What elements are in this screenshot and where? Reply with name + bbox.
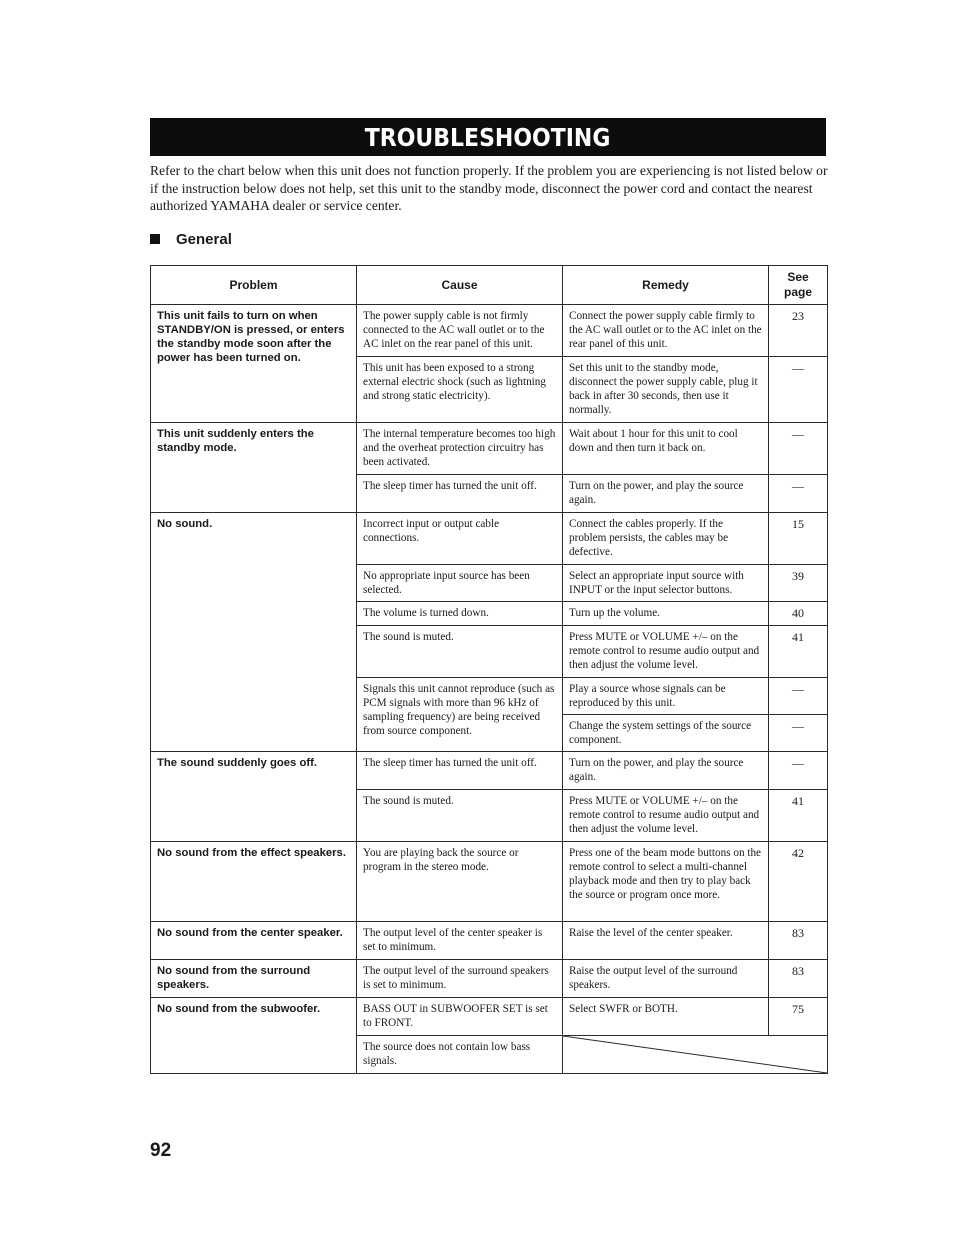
remedy-cell: Wait about 1 hour for this unit to cool down and then turn it back on. xyxy=(563,423,769,475)
remedy-cell: Turn up the volume. xyxy=(563,602,769,626)
remedy-cell: Play a source whose signals can be reproduced by this unit. xyxy=(563,678,769,715)
remedy-cell: Press MUTE or VOLUME +/– on the remote control to resume audio output and then adjust the volume level. xyxy=(563,790,769,842)
square-bullet-icon xyxy=(150,234,160,244)
cause-cell: The power supply cable is not firmly connected to the AC wall outlet or to the AC inlet on the rear panel of this unit. xyxy=(357,305,563,357)
intro-paragraph: Refer to the chart below when this unit does not function properly. If the problem you are experiencing is not listed below or if the instruction below does not help, set this unit to the standby mode, disconnect the power cord and contact the nearest authorized YAMAHA dealer or service center. xyxy=(150,163,828,213)
page-ref-cell: — xyxy=(769,423,828,475)
remedy-cell: Raise the level of the center speaker. xyxy=(563,922,769,960)
remedy-cell: Select an appropriate input source with INPUT or the input selector buttons. xyxy=(563,565,769,602)
header-problem: Problem xyxy=(151,266,357,305)
problem-cell: No sound from the effect speakers. xyxy=(151,842,357,922)
cause-cell: Incorrect input or output cable connections. xyxy=(357,513,563,565)
cause-cell: The sound is muted. xyxy=(357,626,563,678)
remedy-cell: Turn on the power, and play the source again. xyxy=(563,752,769,790)
table-row xyxy=(151,305,828,357)
remedy-cell: Set this unit to the standby mode, disconnect the power supply cable, plug it back in after 30 seconds, then use it normally. xyxy=(563,357,769,423)
page-ref-cell: 40 xyxy=(769,602,828,626)
page-ref-cell: 83 xyxy=(769,922,828,960)
remedy-cell: Connect the cables properly. If the problem persists, the cables may be defective. xyxy=(563,513,769,565)
problem-cell: No sound from the center speaker. xyxy=(151,922,357,960)
remedy-cell: Connect the power supply cable firmly to the AC wall outlet or to the AC inlet on the rear panel of this unit. xyxy=(563,305,769,357)
problem-cell: This unit suddenly enters the standby mode. xyxy=(151,423,357,513)
cause-cell: The sound is muted. xyxy=(357,790,563,842)
page-ref-cell: 23 xyxy=(769,305,828,357)
section-heading-label: General xyxy=(176,230,232,248)
cause-cell: The internal temperature becomes too high and the overheat protection circuitry has been activated. xyxy=(357,423,563,475)
problem-cell: This unit fails to turn on when STANDBY/ON is pressed, or enters the standby mode soon after the power has been turned on. xyxy=(151,305,357,423)
page-ref-cell: 42 xyxy=(769,842,828,922)
page-ref-cell: 41 xyxy=(769,790,828,842)
page-ref-cell: 15 xyxy=(769,513,828,565)
page-ref-cell: — xyxy=(769,752,828,790)
cause-cell: BASS OUT in SUBWOOFER SET is set to FRONT. xyxy=(357,998,563,1036)
cause-cell: This unit has been exposed to a strong external electric shock (such as lightning and strong static electricity). xyxy=(357,357,563,423)
cause-cell: The output level of the center speaker is set to minimum. xyxy=(357,922,563,960)
page-ref-cell: 41 xyxy=(769,626,828,678)
cause-cell: You are playing back the source or program in the stereo mode. xyxy=(357,842,563,922)
section-heading xyxy=(150,229,232,249)
page-number: 92 xyxy=(150,1140,172,1161)
page-title: TROUBLESHOOTING xyxy=(365,122,611,152)
troubleshooting-table xyxy=(150,265,828,1074)
table-row xyxy=(151,960,828,998)
table-header-row xyxy=(151,266,828,305)
remedy-cell: Press one of the beam mode buttons on the remote control to select a multi-channel playback mode and then try to play back the source or program once more. xyxy=(563,842,769,922)
remedy-cell: Select SWFR or BOTH. xyxy=(563,998,769,1036)
problem-cell: No sound from the subwoofer. xyxy=(151,998,357,1074)
page-ref-cell: — xyxy=(769,475,828,513)
table-row xyxy=(151,998,828,1036)
cause-cell: The sleep timer has turned the unit off. xyxy=(357,475,563,513)
table-row xyxy=(151,842,828,922)
remedy-cell: Change the system settings of the source component. xyxy=(563,715,769,752)
remedy-cell: Press MUTE or VOLUME +/– on the remote control to resume audio output and then adjust the volume level. xyxy=(563,626,769,678)
header-see-page: See page xyxy=(769,266,828,305)
problem-cell: No sound. xyxy=(151,513,357,752)
problem-cell: The sound suddenly goes off. xyxy=(151,752,357,842)
table-row xyxy=(151,513,828,565)
remedy-cell: Turn on the power, and play the source again. xyxy=(563,475,769,513)
table-row xyxy=(151,423,828,475)
cause-cell: No appropriate input source has been selected. xyxy=(357,565,563,602)
title-bar xyxy=(150,118,826,156)
page-ref-cell: 83 xyxy=(769,960,828,998)
cause-cell: The source does not contain low bass signals. xyxy=(357,1036,563,1074)
cause-cell: The output level of the surround speakers is set to minimum. xyxy=(357,960,563,998)
header-remedy: Remedy xyxy=(563,266,769,305)
table-row xyxy=(151,922,828,960)
header-cause: Cause xyxy=(357,266,563,305)
cause-cell: Signals this unit cannot reproduce (such as PCM signals with more than 96 kHz of sampling frequency) are being received from source component. xyxy=(357,678,563,752)
cause-cell: The sleep timer has turned the unit off. xyxy=(357,752,563,790)
not-applicable-cell xyxy=(563,1036,828,1074)
page-ref-cell: 39 xyxy=(769,565,828,602)
remedy-cell: Raise the output level of the surround speakers. xyxy=(563,960,769,998)
page-ref-cell: — xyxy=(769,357,828,423)
page-ref-cell: 75 xyxy=(769,998,828,1036)
problem-cell: No sound from the surround speakers. xyxy=(151,960,357,998)
page-ref-cell: — xyxy=(769,678,828,715)
diagonal-strike-icon xyxy=(563,1036,827,1073)
cause-cell: The volume is turned down. xyxy=(357,602,563,626)
table-row xyxy=(151,752,828,790)
page-ref-cell: — xyxy=(769,715,828,752)
